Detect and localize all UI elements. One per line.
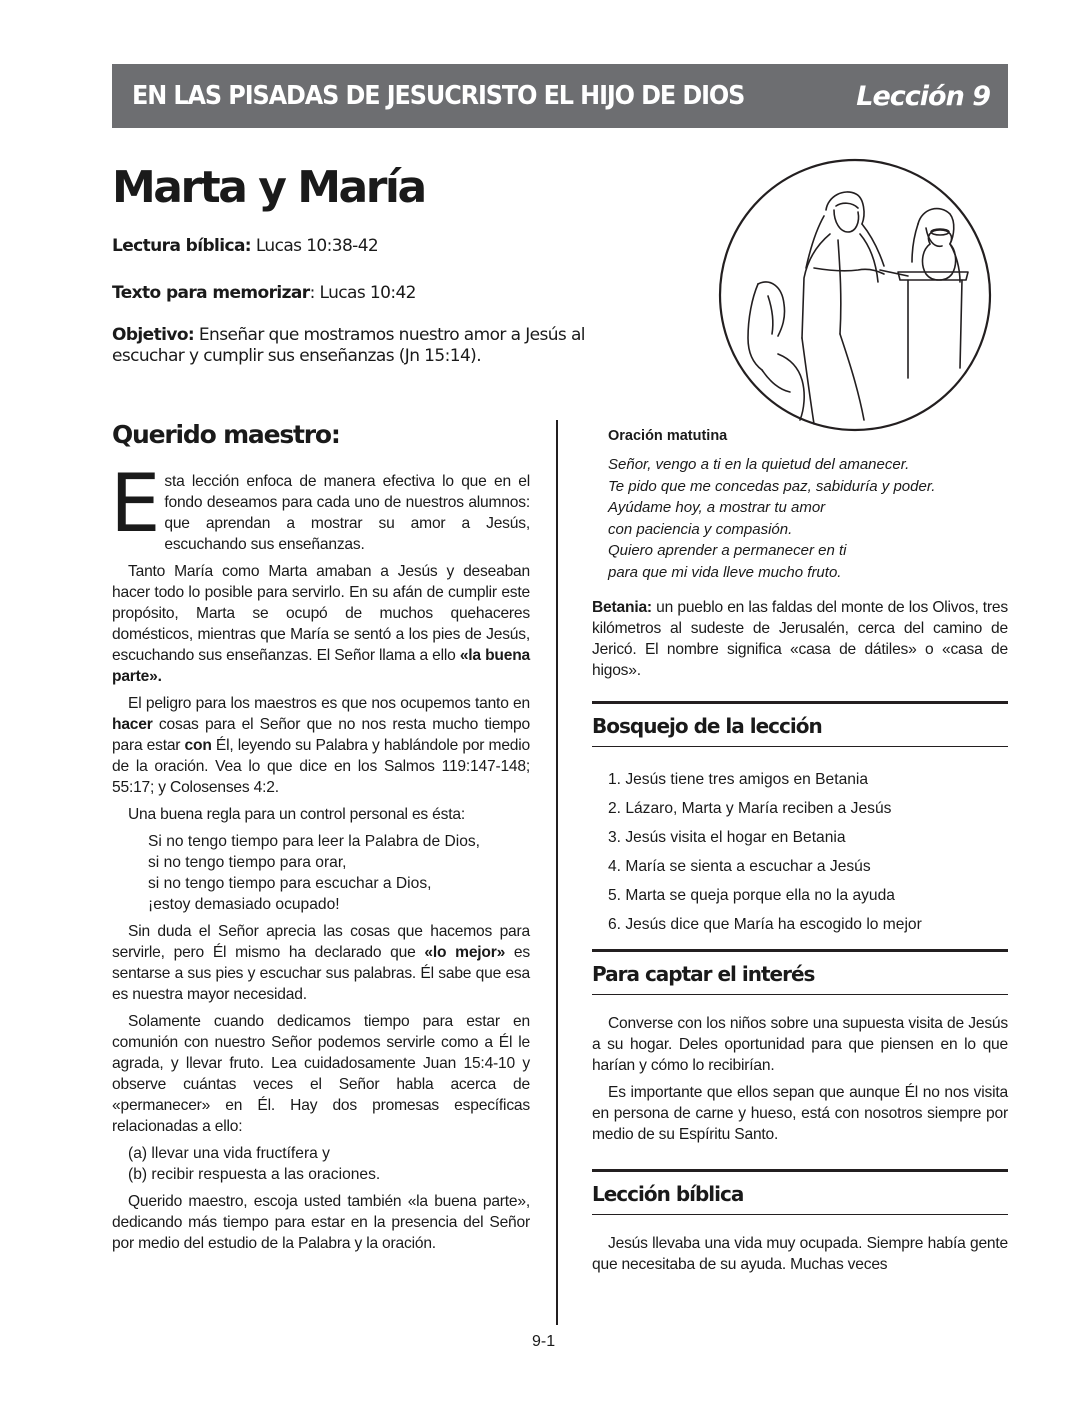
interest-paragraph-2: Es importante que ellos sepan que aunque Él no nos visita en persona de carne y hueso, está con nosotros siempre por medio de su Espíritu Santo. [592,1084,1008,1143]
prayer-line: para que mi vida lleve mucho fruto. [608,563,842,581]
outline-item: 6. Jesús dice que María ha escogido lo mejor [608,916,922,933]
bible-reading [112,236,378,256]
series-banner [112,64,1008,128]
paragraph-5-text-a: Sin duda el Señor aprecia las cosas que hacemos para servirle, pero Él mismo ha declarado que [112,923,530,961]
lesson-column [592,428,1008,1281]
paragraph-4: Una buena regla para un control personal es ésta: [128,806,465,823]
betania-note [592,597,1008,681]
poem-line: si no tengo tiempo para escuchar a Dios, [148,875,432,892]
prayer-title: Oración matutina [608,428,728,444]
column-divider [556,420,558,1325]
paragraph-5 [112,921,530,1005]
outline-item: 4. María se sienta a escuchar a Jesús [608,858,871,875]
poem-line: Si no tengo tiempo para leer la Palabra de Dios, [148,833,480,850]
promise-item: (a) llevar una vida fructífera y [128,1145,330,1162]
bible-lesson-section [592,1169,1008,1275]
outline-item: 2. Lázaro, Marta y María reciben a Jesús [608,800,892,817]
paragraph-3-text-b: cosas para el Señor que no nos resta mucho tiempo para estar [112,716,530,754]
outline-heading: Bosquejo de la lección [592,714,1008,747]
paragraph-3 [112,693,530,798]
lesson-title: Marta y María [112,162,425,213]
paragraph-3-bold-hacer: hacer [112,716,153,733]
paragraph-6: Solamente cuando dedicamos tiempo para estar en comunión con nuestro Señor podemos servirle como a Él le agrada, y llevar fruto. Lea cuidadosamente Juan 15:4-10 y observe cuántas veces el Señor habla acerca de «permanecer» en Él. Hay dos promesas específicas relacionadas a ello: [112,1013,530,1135]
lesson-number: Lección 9 [856,80,990,112]
prayer-line: con paciencia y compasión. [608,520,793,538]
bible-reading-value: Lucas 10:38-42 [251,236,379,256]
prayer-line: Ayúdame hoy, a mostrar tu amor [608,499,826,516]
martha-mary-illustration [718,158,992,432]
outline-item: 1. Jesús tiene tres amigos en Betania [608,771,869,788]
outline-section [592,701,1008,939]
outline-item: 3. Jesús visita el hogar en Betania [608,829,846,846]
teacher-heading: Querido maestro: [112,420,340,449]
rule-poem [112,831,530,915]
betania-text: un pueblo en las faldas del monte de los Olivos, tres kilómetros al sudeste de Jerusalén, cerca del camino de Jericó. El nombre significa «casa de dátiles» o «casa de higos». [592,599,1008,679]
paragraph-3-text-c: Él, leyendo su Palabra y hablándole por medio de la oración. Vea lo que dice en los Salmos 119:147-148; 55:17; y Colosenses 4:2. [112,737,530,796]
outline-item: 5. Marta se queja porque ella no la ayuda [608,887,895,904]
paragraph-2-text: Tanto María como Marta amaban a Jesús y deseaban hacer todo lo posible para servirlo. En su afán de cumplir este propósito, Marta se ocupó de muchos quehaceres domésticos, mientras que María se sentó a los pies de Jesús, escuchando sus enseñanzas. El Señor llama a ello [112,563,530,664]
objective-value: Enseñar que mostramos nuestro amor a Jesús al escuchar y cumplir sus enseñanzas (Jn 15:14). [112,325,585,366]
series-title: EN LAS PISADAS DE JESUCRISTO EL HIJO DE DIOS [132,81,745,111]
outline-list [592,765,1008,939]
paragraph-3-text-a: El peligro para los maestros es que nos ocupemos tanto en [128,695,530,712]
bible-reading-label: Lectura bíblica: [112,236,252,256]
interest-paragraph-1: Converse con los niños sobre una supuesta visita de Jesús a su hogar. Deles oportunidad para que piensen en lo que harían y cómo lo recibirían. [592,1015,1008,1074]
paragraph-2 [112,561,530,687]
paragraph-3-bold-con: con [184,737,212,754]
prayer-line: Señor, vengo a ti en la quietud del amanecer. [608,456,910,473]
interest-section [592,949,1008,1145]
intro-text: sta lección enfoca de manera efectiva lo que en el fondo deseamos para cada uno de nuestros alumnos: que aprendan a mostrar su amor a Jesús, escuchando sus enseñanzas. [164,473,530,553]
promise-item: (b) recibir respuesta a las oraciones. [128,1166,381,1183]
objective-label: Objetivo: [112,325,195,345]
betania-label: Betania: [592,599,652,616]
objective [112,325,632,367]
memory-verse-label: Texto para memorizar [112,283,310,303]
prayer-line: Te pido que me concedas paz, sabiduría y poder. [608,477,936,495]
poem-line: ¡estoy demasiado ocupado! [148,896,340,913]
memory-verse-value: : Lucas 10:42 [309,283,416,303]
paragraph-5-text-b: es sentarse a sus pies y escuchar sus palabras. Él sabe que esa es nuestra mayor necesidad. [112,944,531,1003]
teacher-column [112,420,530,1260]
paragraph-5-bold: «lo mejor» [424,944,506,961]
bible-lesson-paragraph-1: Jesús llevaba una vida muy ocupada. Siempre había gente que necesitaba de su ayuda. Muchas veces [592,1235,1008,1273]
intro-paragraph [110,457,530,555]
promises-list [112,1143,530,1185]
prayer-line: Quiero aprender a permanecer en ti [608,542,847,559]
paragraph-2-bold: «la buena parte». [112,647,531,685]
poem-line: si no tengo tiempo para orar, [148,854,347,871]
page-number: 9-1 [532,1333,556,1350]
drop-cap: E [110,457,161,550]
memory-verse [112,283,416,303]
bible-lesson-heading: Lección bíblica [592,1182,1008,1215]
morning-prayer [608,454,1008,583]
paragraph-7: Querido maestro, escoja usted también «la buena parte», dedicando más tiempo para estar en la presencia del Señor por medio del estudio de la Palabra y la oración. [112,1193,530,1252]
interest-heading: Para captar el interés [592,962,1008,995]
